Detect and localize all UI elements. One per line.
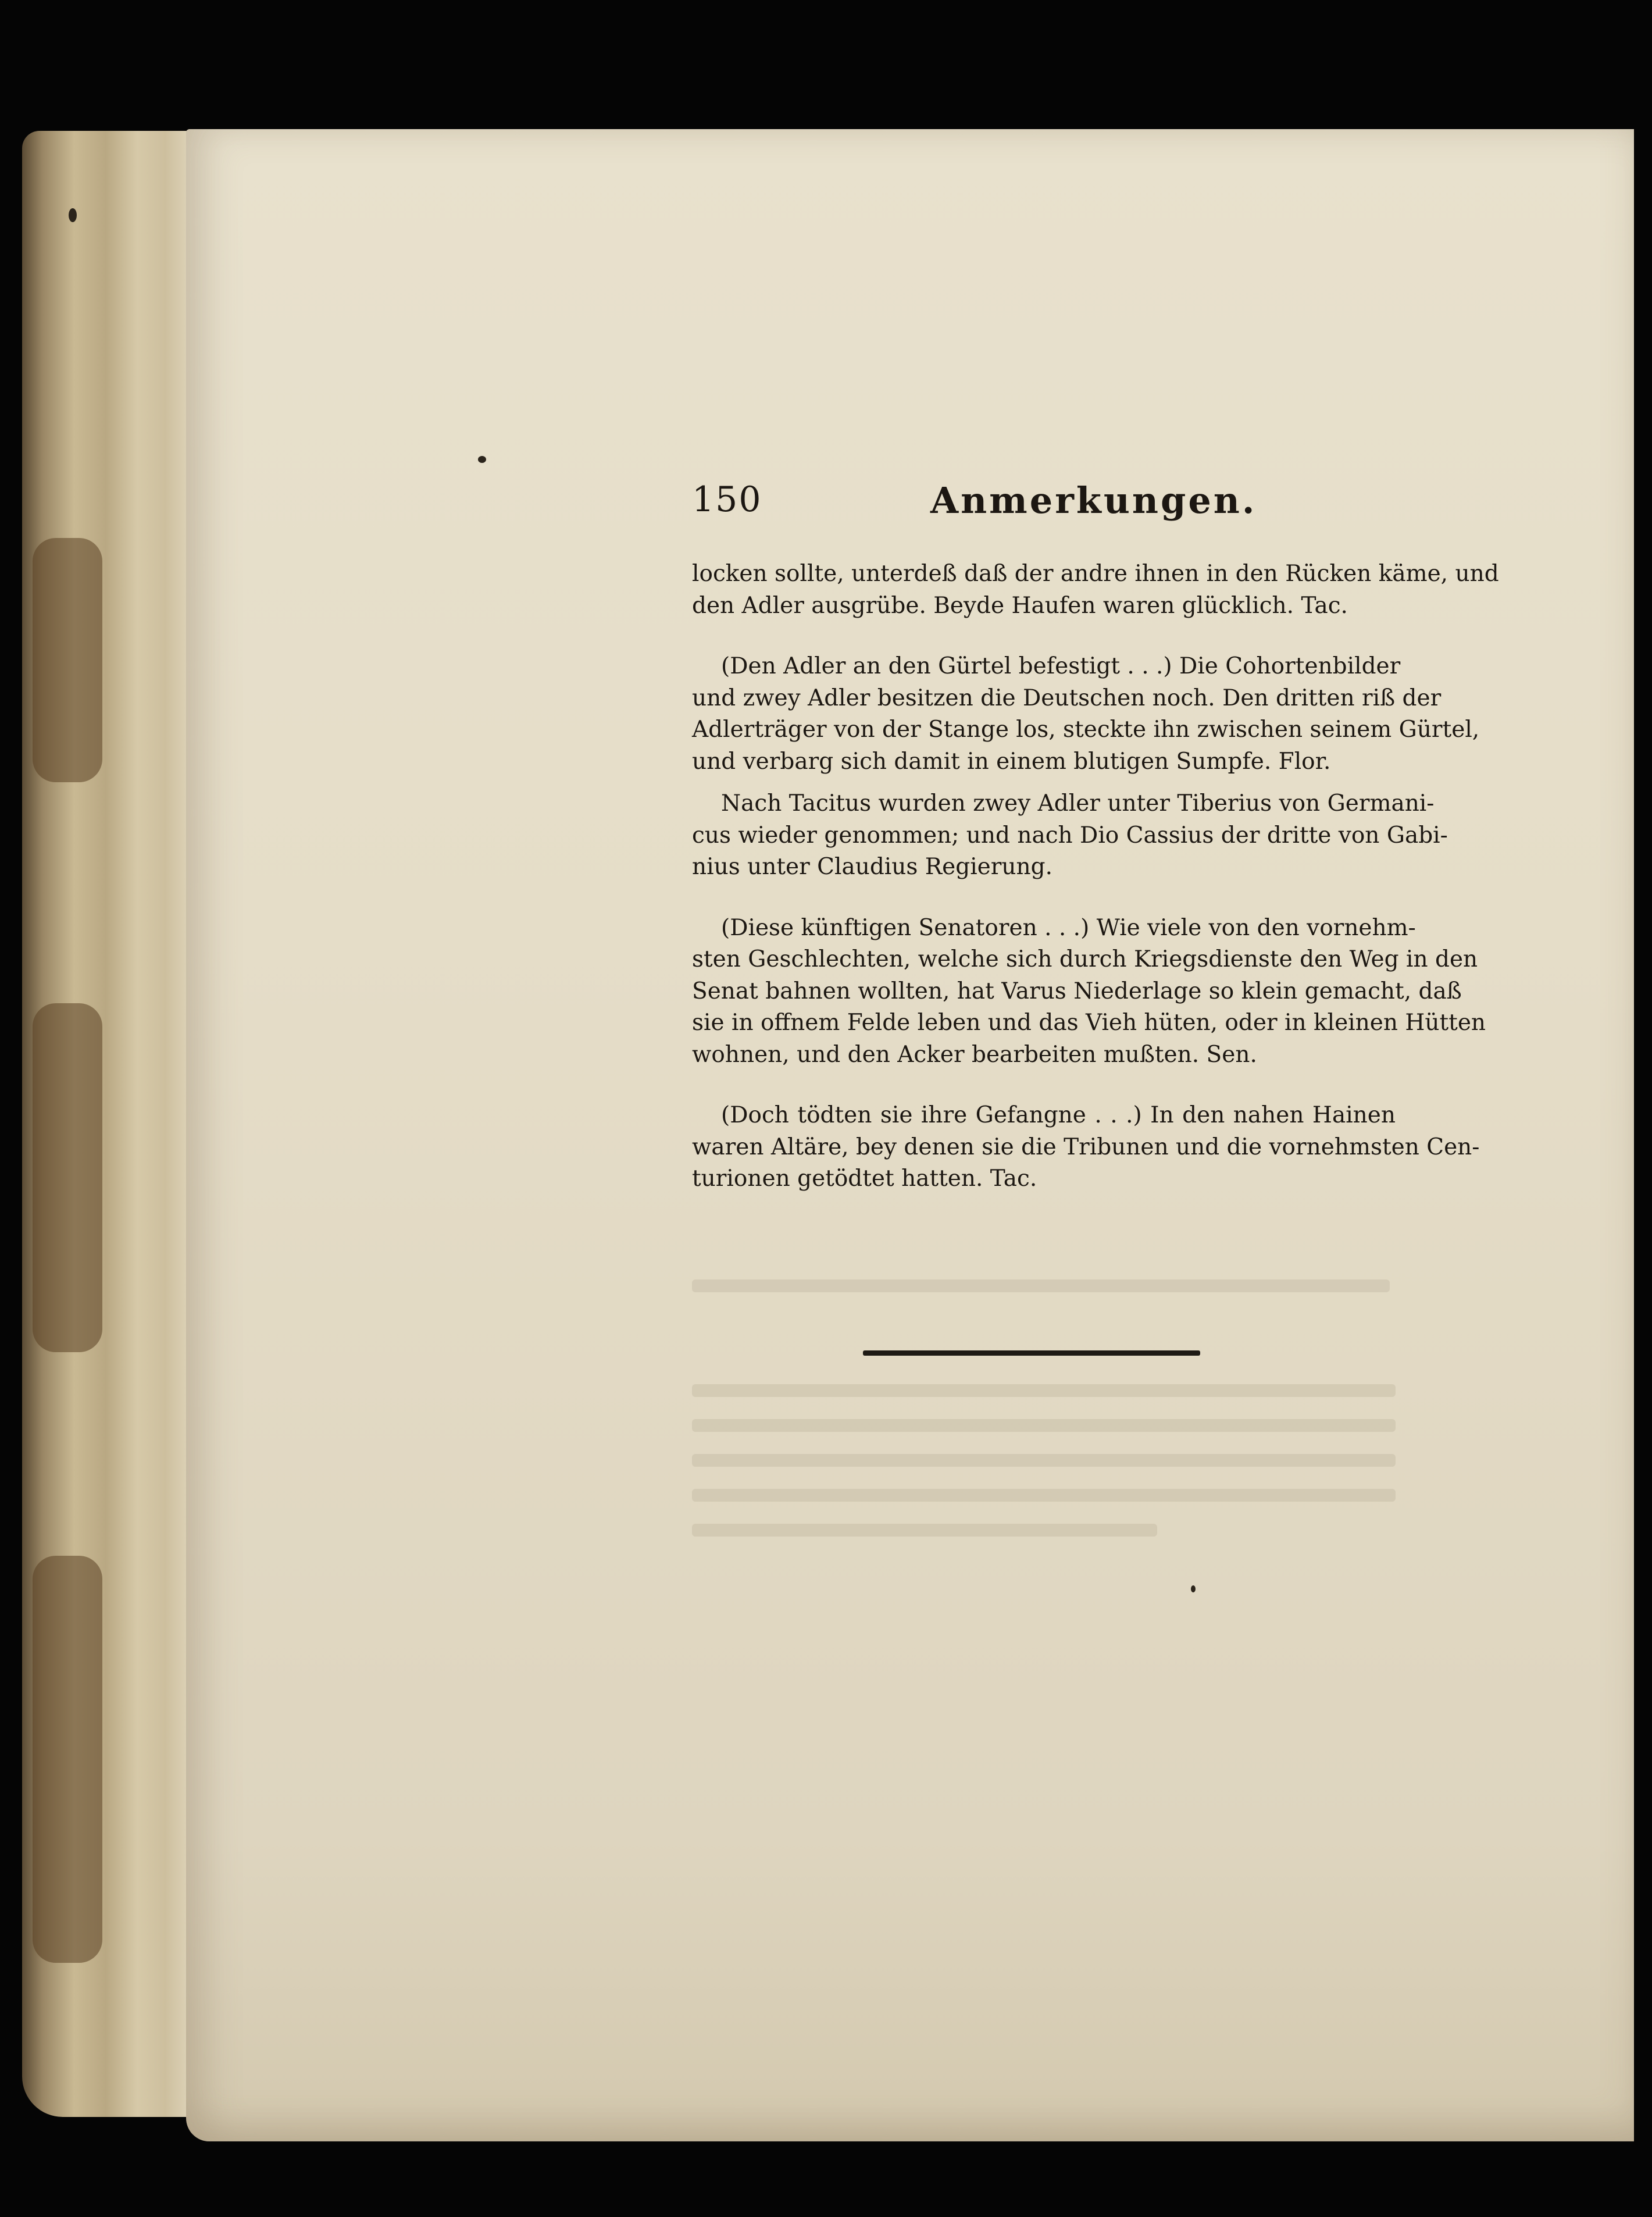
show-through xyxy=(692,1524,1157,1537)
edge-stain xyxy=(33,538,102,782)
show-through xyxy=(692,1454,1396,1467)
text-line: und verbarg sich damit in einem blutigen Sumpfe. Flor. xyxy=(692,748,1331,775)
text-line: waren Altäre, bey denen sie die Tribunen und die vornehmsten Cen- xyxy=(692,1134,1480,1160)
text-line: (Doch tödten sie ihre Gefangne . . .) In den nahen Hainen xyxy=(721,1102,1396,1128)
text-line: (Diese künftigen Senatoren . . .) Wie viele von den vornehm- xyxy=(721,914,1416,941)
text-line: wohnen, und den Acker bearbeiten mußten. Sen. xyxy=(692,1041,1257,1068)
section-divider-rule xyxy=(863,1350,1200,1356)
paragraph xyxy=(692,651,1480,778)
text-line: den Adler ausgrübe. Beyde Haufen waren glücklich. Tac. xyxy=(692,592,1348,619)
text-line: nius unter Claudius Regierung. xyxy=(692,854,1053,880)
paragraph xyxy=(692,558,1499,622)
show-through xyxy=(692,1489,1396,1502)
text-line: locken sollte, unterdeß daß der andre ihnen in den Rücken käme, und xyxy=(692,561,1499,587)
show-through xyxy=(692,1279,1390,1292)
text-line: (Den Adler an den Gürtel befestigt . . .) Die Cohortenbilder xyxy=(721,653,1401,679)
page-number: 150 xyxy=(692,479,762,520)
text-line: und zwey Adler besitzen die Deutschen noch. Den dritten riß der xyxy=(692,685,1442,711)
text-line: cus wieder genommen; und nach Dio Cassius der dritte von Gabi- xyxy=(692,822,1448,849)
paragraph xyxy=(692,788,1448,883)
text-line: Nach Tacitus wurden zwey Adler unter Tiberius von Germani- xyxy=(721,790,1435,817)
paragraph xyxy=(692,1100,1480,1195)
text-line: sten Geschlechten, welche sich durch Kriegsdienste den Weg in den xyxy=(692,946,1478,972)
edge-stain xyxy=(33,1003,102,1352)
text-line: sie in offnem Felde leben und das Vieh hüten, oder in kleinen Hütten xyxy=(692,1010,1486,1036)
show-through xyxy=(692,1419,1396,1432)
ink-spot xyxy=(69,208,77,222)
ink-spot xyxy=(478,456,486,463)
text-line: Adlerträger von der Stange los, steckte ihn zwischen seinem Gürtel, xyxy=(692,717,1480,743)
book-page-edges xyxy=(22,131,197,2117)
page-header xyxy=(692,479,1390,532)
show-through xyxy=(692,1384,1396,1397)
edge-stain xyxy=(33,1556,102,1963)
paragraph xyxy=(692,913,1486,1071)
running-title: Anmerkungen. xyxy=(930,479,1257,522)
ink-spot xyxy=(1191,1585,1196,1592)
notes-text xyxy=(692,558,1499,1195)
text-line: turionen getödtet hatten. Tac. xyxy=(692,1165,1037,1192)
text-line: Senat bahnen wollten, hat Varus Niederlage so klein gemacht, daß xyxy=(692,978,1462,1004)
